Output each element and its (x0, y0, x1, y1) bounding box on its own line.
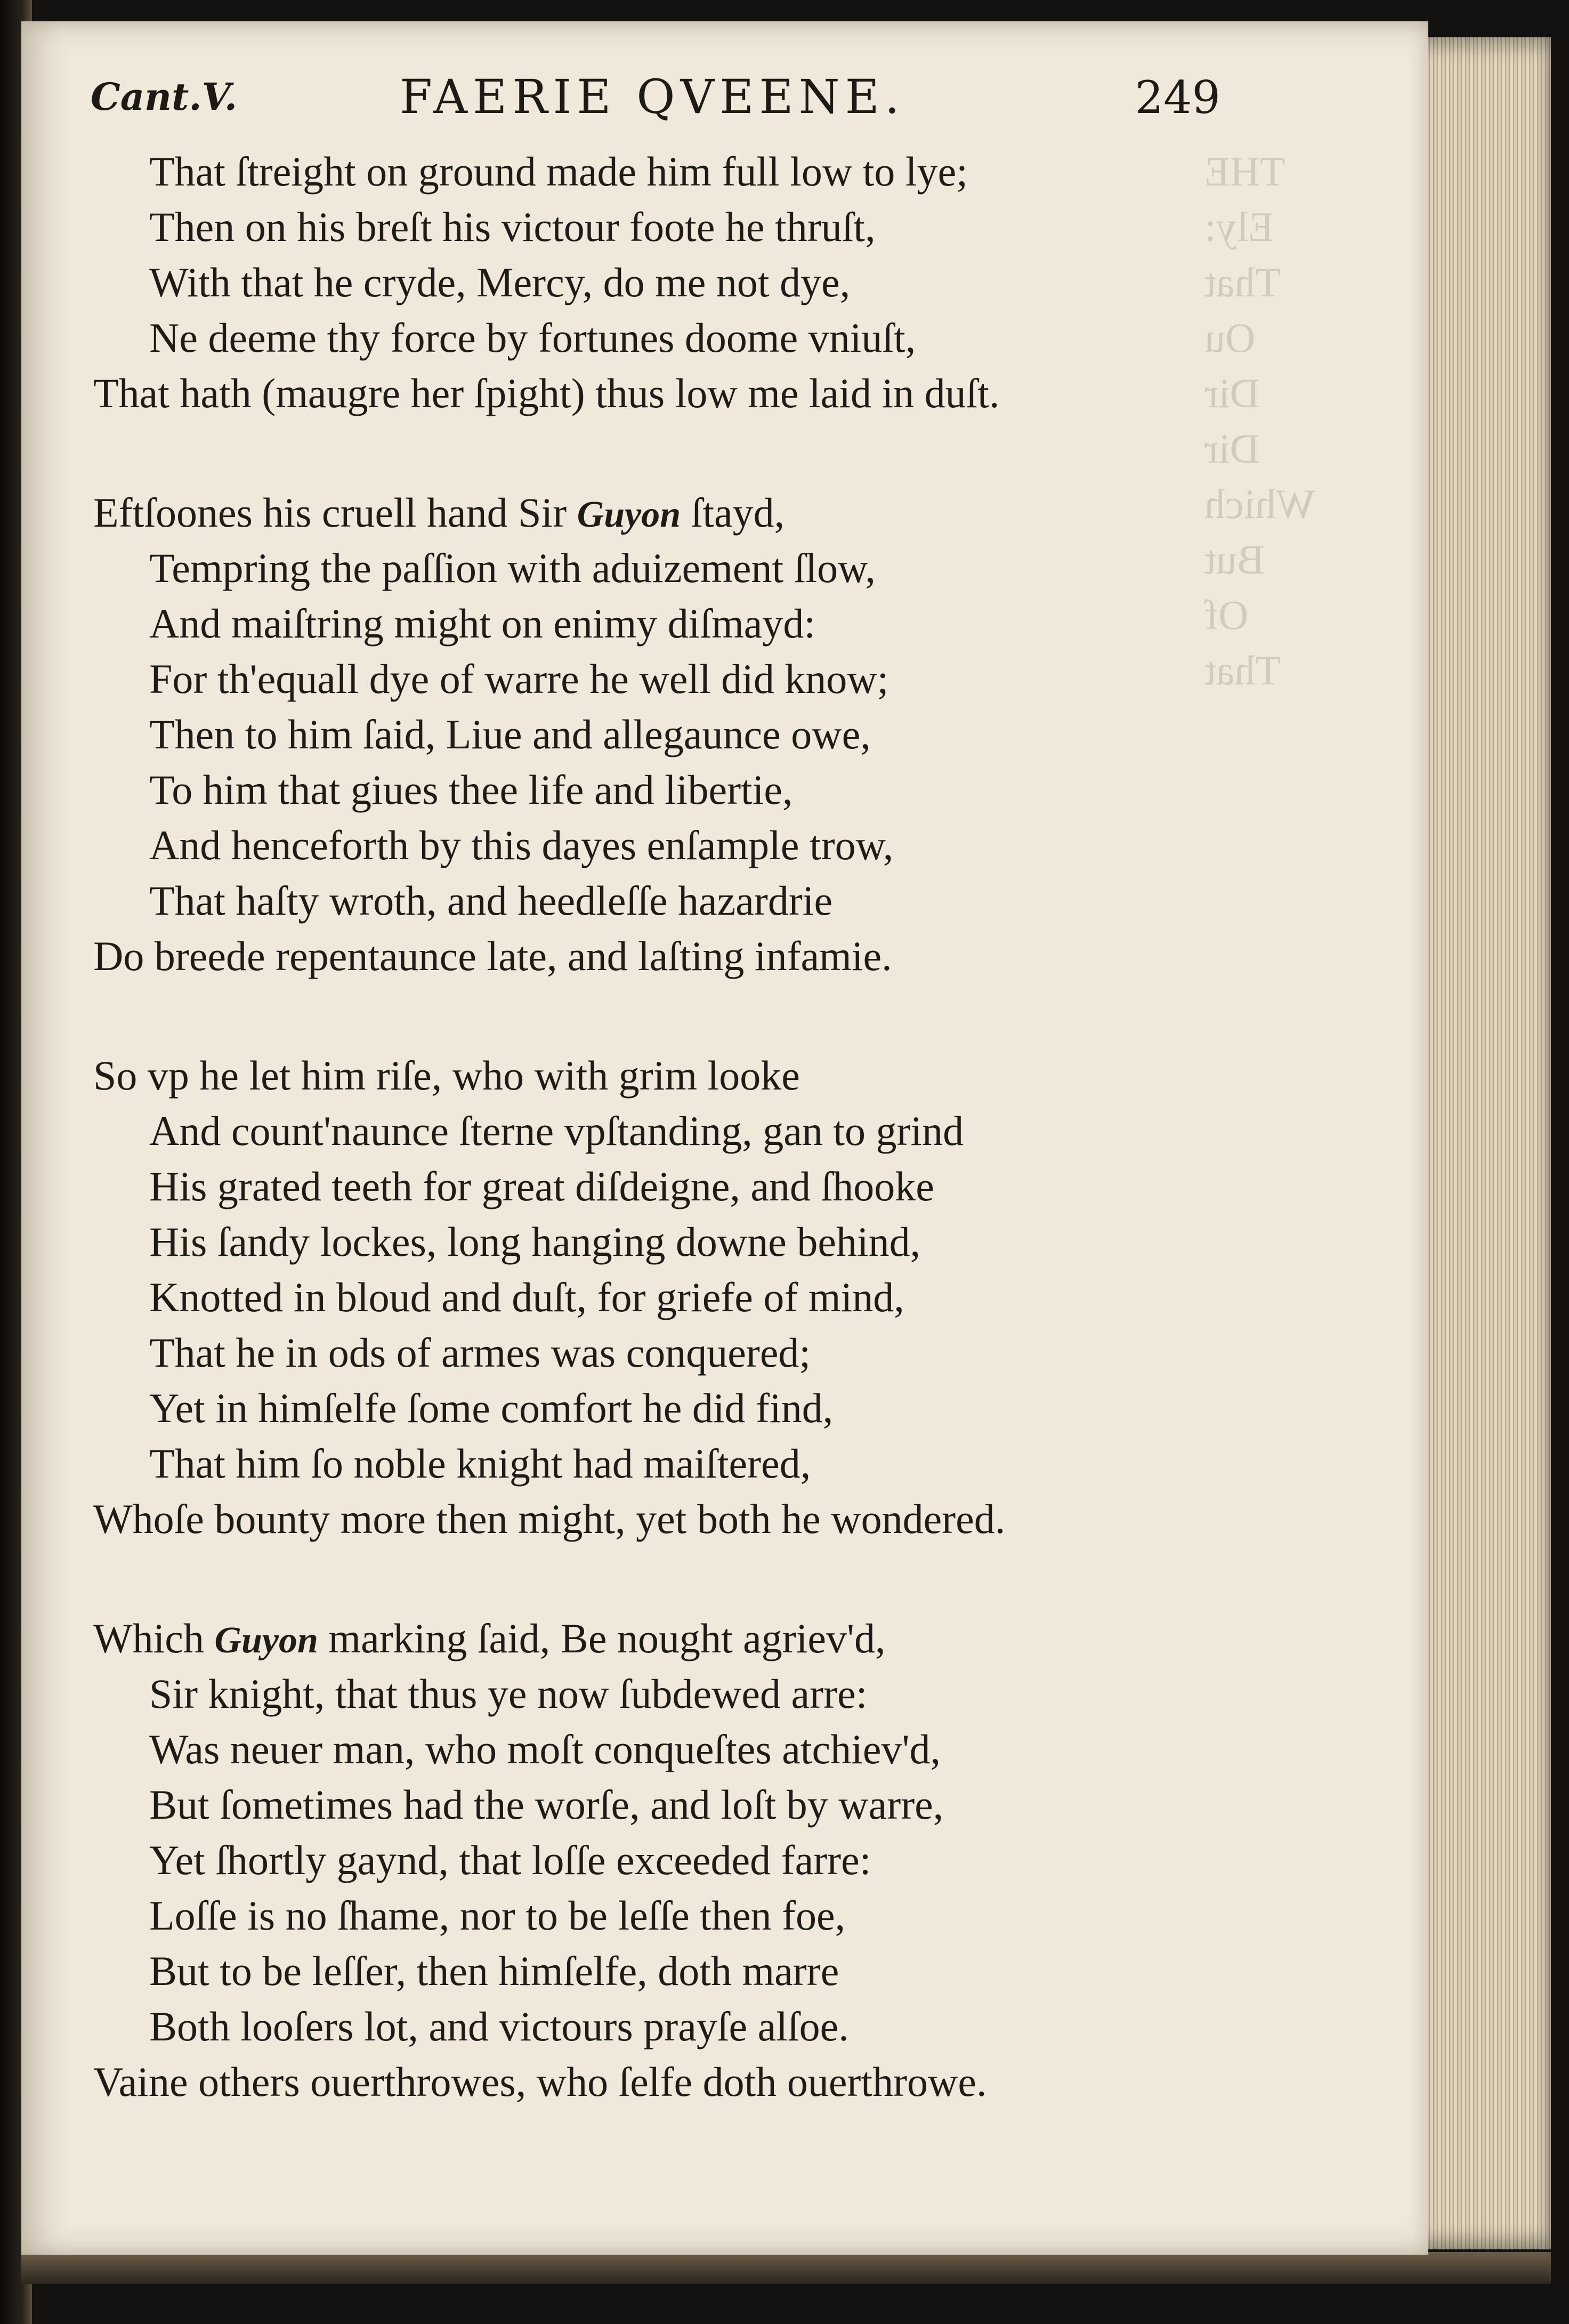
verse-line-opening: Eftſoones his cruell hand Sir Guyon ſtayd, (93, 489, 785, 536)
verse-line: And maiſtring might on enimy diſmayd: (149, 600, 816, 647)
verse-line: Yet ſhortly gaynd, that loſſe exceeded farre: (149, 1837, 871, 1883)
verse-line-opening: Which Guyon marking ſaid, Be nought agriev'd, (93, 1615, 886, 1661)
verse-line-alexandrine: Do breede repentaunce late, and laſting infamie. (93, 933, 892, 979)
verse-line: Then on his breſt his victour foote he thruſt, (149, 204, 876, 250)
verse-line: Tempring the paſſion with aduizement ſlow, (149, 545, 876, 591)
verse-line: Sir knight, that thus ye now ſubdewed arre: (149, 1671, 868, 1717)
canto-label: Cant.V. (91, 75, 238, 119)
binding-bottom-edge (21, 2252, 1551, 2284)
verse-line: That he in ods of armes was conquered; (149, 1329, 811, 1376)
bleed-through-text: THE Ely: That Ou Dir Dir Which But Of That (1204, 148, 1315, 693)
book-title: FAERIE QVEENE. (400, 69, 905, 124)
verse-line: Both looſers lot, and victours prayſe alſoe. (149, 2003, 849, 2049)
verse-line: Yet in himſelfe ſome comfort he did find, (149, 1385, 834, 1431)
page-stack-edge (1418, 37, 1551, 2249)
verse-line: Ne deeme thy force by fortunes doome vniuſt, (149, 314, 916, 361)
verse-line: His grated teeth for great diſdeigne, and ſhooke (149, 1163, 934, 1209)
stanza-4 (80, 1611, 1252, 2110)
proper-name: Guyon (214, 1620, 318, 1661)
poem-body (80, 144, 1252, 2174)
verse-line: That haſty wroth, and heedleſſe hazardrie (149, 877, 833, 924)
stanza-3 (80, 1048, 1252, 1547)
stanza-1 (80, 144, 1252, 421)
verse-line: And henceforth by this dayes enſample trow, (149, 822, 894, 868)
verse-line: To him that giues thee life and libertie, (149, 766, 793, 813)
verse-line: But ſometimes had the worſe, and loſt by warre, (149, 1781, 944, 1828)
verse-line: But to be leſſer, then himſelfe, doth marre (149, 1948, 839, 1994)
verse-line: Then to him ſaid, Liue and allegaunce owe, (149, 711, 871, 757)
verse-line: For th'equall dye of warre he well did know; (149, 656, 889, 702)
verse-line-alexandrine: That hath (maugre her ſpight) thus low me laid in duſt. (93, 370, 1000, 416)
page-number: 249 (1135, 71, 1220, 124)
verse-line-alexandrine: Whoſe bounty more then might, yet both he wondered. (93, 1496, 1006, 1542)
verse-line-alexandrine: Vaine others ouerthrowes, who ſelfe doth ouerthrowe. (93, 2059, 987, 2105)
verse-line: With that he cryde, Mercy, do me not dye, (149, 259, 851, 305)
verse-line: Was neuer man, who moſt conqueſtes atchiev'd, (149, 1726, 941, 1772)
verse-line: Loſſe is no ſhame, nor to be leſſe then foe, (149, 1892, 846, 1939)
verse-line: Knotted in bloud and duſt, for griefe of mind, (149, 1274, 904, 1320)
stanza-2 (80, 485, 1252, 984)
verse-line: That him ſo noble knight had maiſtered, (149, 1440, 811, 1487)
proper-name: Guyon (577, 494, 681, 535)
running-header (91, 64, 1220, 128)
verse-line: And count'naunce ſterne vpſtanding, gan to grind (149, 1108, 964, 1154)
verse-line-opening: So vp he let him riſe, who with grim looke (93, 1052, 800, 1099)
verse-line: His ſandy lockes, long hanging downe behind, (149, 1219, 921, 1265)
verse-line: That ſtreight on ground made him full low to lye; (149, 148, 968, 195)
